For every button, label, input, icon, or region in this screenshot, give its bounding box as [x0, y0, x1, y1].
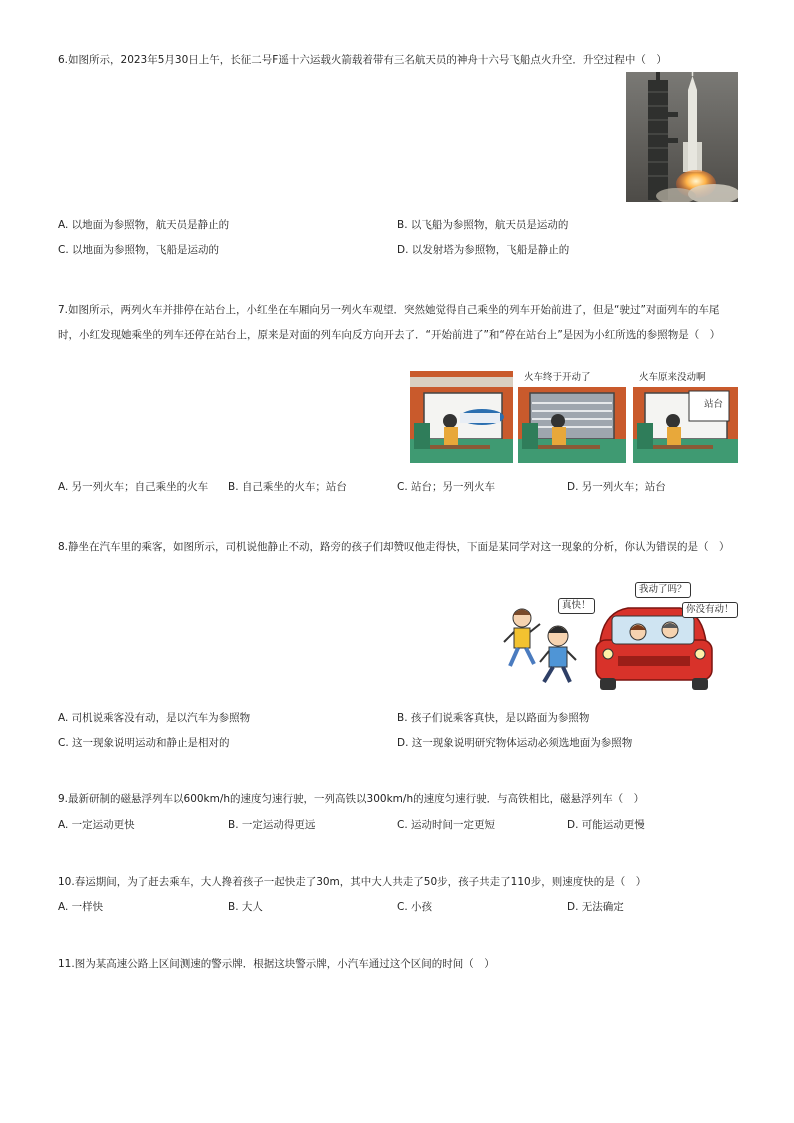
- kids-and-car-illustration: [500, 578, 740, 700]
- q8-bubble-passenger: 我动了吗？: [635, 582, 691, 598]
- q6-option-c: C. 以地面为参照物，飞船是运动的: [58, 244, 220, 256]
- q11-stem: 11.图为某高速公路上区间测速的警示牌．根据这块警示牌，小汽车通过这个区间的时间（ ）: [58, 958, 495, 970]
- q8-car-illustration: [500, 578, 740, 700]
- q8-option-d: D. 这一现象说明研究物体运动必须选地面为参照物: [397, 737, 633, 749]
- q6-option-d: D. 以发射塔为参照物，飞船是静止的: [397, 244, 570, 256]
- q10-option-c: C. 小孩: [397, 901, 433, 913]
- q9-option-c: C. 运动时间一定更短: [397, 819, 496, 831]
- q8-bubble-driver: 你没有动！: [682, 602, 738, 618]
- q10-option-b: B. 大人: [228, 901, 263, 913]
- q6-stem: 6.如图所示，2023年5月30日上午，长征二号F遥十六运载火箭载着带有三名航天员的神舟十六号飞船点火升空．升空过程中（ ）: [58, 54, 667, 66]
- q9-stem: 9.最新研制的磁悬浮列车以600km/h的速度匀速行驶，一列高铁以300km/h的速度匀速行驶．与高铁相比，磁悬浮列车（ ）: [58, 793, 645, 805]
- q10-option-a: A. 一样快: [58, 901, 104, 913]
- q7-station-sign: 站台: [704, 399, 724, 410]
- rocket-launch-illustration: [626, 72, 738, 202]
- q10-option-d: D. 无法确定: [567, 901, 624, 913]
- q7-option-b: B. 自己乘坐的火车；站台: [228, 481, 347, 493]
- q8-option-c: C. 这一现象说明运动和静止是相对的: [58, 737, 230, 749]
- q7-option-c: C. 站台；另一列火车: [397, 481, 496, 493]
- q7-option-a: A. 另一列火车；自己乘坐的火车: [58, 481, 209, 493]
- q8-option-a: A. 司机说乘客没有动，是以汽车为参照物: [58, 712, 251, 724]
- q10-stem: 10.春运期间，为了赶去乘车，大人搀着孩子一起快走了30m，其中大人共走了50步，孩子共走了110步，则速度快的是（ ）: [58, 876, 647, 888]
- q7-stem: 7.如图所示，两列火车并排停在站台上，小红坐在车厢向另一列火车观望．突然她觉得自己乘坐的列车开始前进了，但是“驶过”对面列车的车尾时，小红发现她乘坐的列车还停在站台上，原来是对面的列车向反方向开去了．“开始前进了”和“停在站台上”是因为小红所选的参照物是（ ）: [58, 304, 721, 341]
- q6-rocket-photo: [626, 72, 738, 202]
- q9-option-d: D. 可能运动更慢: [567, 819, 645, 831]
- q9-option-a: A. 一定运动更快: [58, 819, 135, 831]
- q7-train-panel-1: [410, 371, 513, 463]
- q7-panel-2-caption: 火车终于开动了: [524, 372, 591, 383]
- q7-panel-3-caption: 火车原来没动啊: [639, 372, 706, 383]
- q7-option-d: D. 另一列火车；站台: [567, 481, 666, 493]
- q8-option-b: B. 孩子们说乘客真快，是以路面为参照物: [397, 712, 590, 724]
- q6-option-a: A. 以地面为参照物，航天员是静止的: [58, 219, 230, 231]
- q9-option-b: B. 一定运动得更远: [228, 819, 316, 831]
- train-window-illustration: [410, 371, 513, 463]
- q8-stem: 8.静坐在汽车里的乘客，如图所示，司机说他静止不动，路旁的孩子们却赞叹他走得快，下面是某同学对这一现象的分析，你认为错误的是（ ）: [58, 541, 730, 553]
- q6-option-b: B. 以飞船为参照物，航天员是运动的: [397, 219, 569, 231]
- q8-bubble-kids: 真快！: [558, 598, 595, 614]
